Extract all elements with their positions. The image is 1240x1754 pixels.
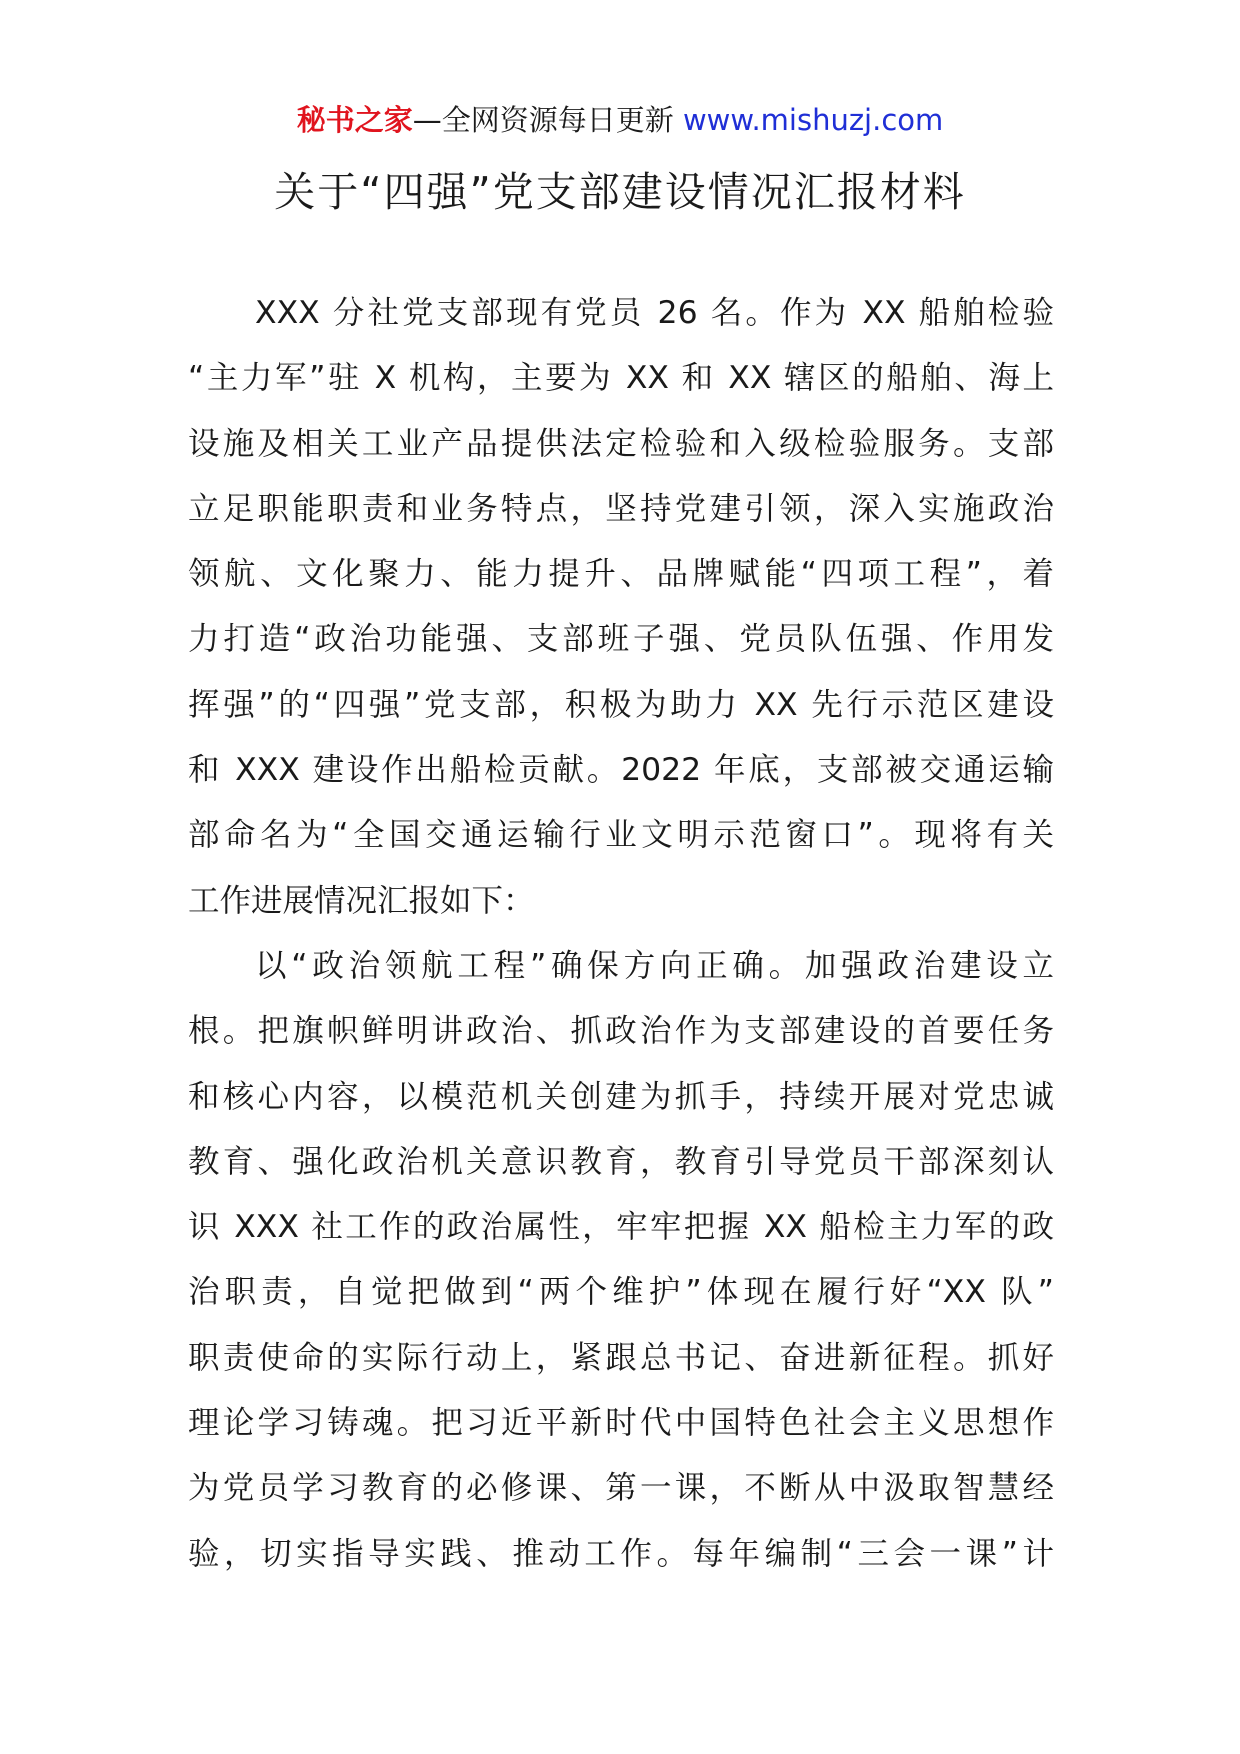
body-line: 识 XXX 社工作的政治属性，牢牢把握 XX 船检主力军的政 xyxy=(188,1209,1054,1246)
body-line: “主力军”驻 X 机构，主要为 XX 和 XX 辖区的船舶、海上 xyxy=(188,360,1054,397)
body-line: 验，切实指导实践、推动工作。每年编制“三会一课”计 xyxy=(188,1535,1054,1572)
body-line: 以“政治领航工程”确保方向正确。加强政治建设立 xyxy=(255,947,1054,984)
document-body xyxy=(188,291,1054,1597)
body-line: 根。把旗帜鲜明讲政治、抓政治作为支部建设的首要任务 xyxy=(188,1013,1054,1050)
body-line: 力打造“政治功能强、支部班子强、党员队伍强、作用发 xyxy=(188,621,1054,658)
body-line: 设施及相关工业产品提供法定检验和入级检验服务。支部 xyxy=(188,425,1054,462)
brand-name: 秘书之家 xyxy=(296,103,413,137)
body-line: 立足职能职责和业务特点，坚持党建引领，深入实施政治 xyxy=(188,490,1054,527)
body-line: 教育、强化政治机关意识教育，教育引导党员干部深刻认 xyxy=(188,1143,1054,1180)
body-line: 为党员学习教育的必修课、第一课，不断从中汲取智慧经 xyxy=(188,1470,1054,1507)
body-line: 工作进展情况汇报如下： xyxy=(188,882,535,919)
body-line: 和 XXX 建设作出船检贡献。2022 年底，支部被交通运输 xyxy=(188,752,1054,789)
site-header xyxy=(0,98,1240,142)
body-line: 职责使命的实际行动上，紧跟总书记、奋进新征程。抓好 xyxy=(188,1339,1054,1376)
body-line: 部命名为“全国交通运输行业文明示范窗口”。现将有关 xyxy=(188,817,1054,854)
body-line: 领航、文化聚力、能力提升、品牌赋能“四项工程”，着 xyxy=(188,556,1054,593)
body-line: 理论学习铸魂。把习近平新时代中国特色社会主义思想作 xyxy=(188,1405,1054,1442)
body-line: 治职责，自觉把做到“两个维护”体现在履行好“XX 队” xyxy=(188,1274,1054,1311)
document-title: 关于“四强”党支部建设情况汇报材料 xyxy=(274,168,966,216)
body-line: 挥强”的“四强”党支部，积极为助力 XX 先行示范区建设 xyxy=(188,686,1054,723)
body-line: XXX 分社党支部现有党员 26 名。作为 XX 船舶检验 xyxy=(255,295,1054,331)
site-url-link[interactable]: www.mishuzj.com xyxy=(682,103,944,137)
body-line: 和核心内容，以模范机关创建为抓手，持续开展对党忠诚 xyxy=(188,1078,1054,1115)
site-slogan: —全网资源每日更新 xyxy=(412,103,674,137)
